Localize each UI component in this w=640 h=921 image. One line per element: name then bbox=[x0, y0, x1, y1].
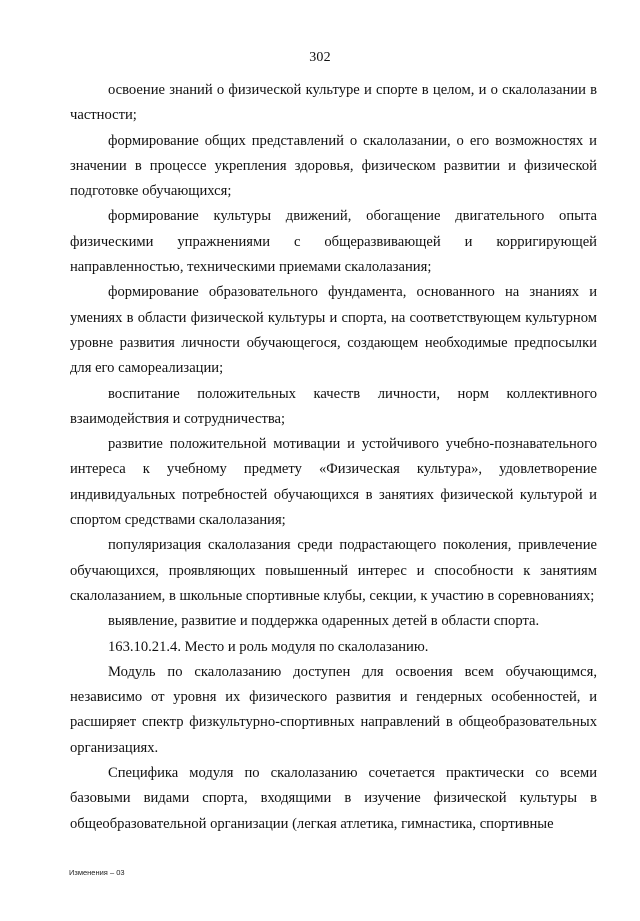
paragraph-goal-upbringing: воспитание положительных качеств личности, норм коллективного взаимодействия и сотрудничества; bbox=[70, 385, 597, 427]
page-number: 302 bbox=[309, 50, 331, 65]
paragraph-goal-foundation: формирование образовательного фундамента, основанного на знаниях и умениях в области физической культуры и спорта, на соответствующем культурном уровне развития личности обучающегося, создающем необходимые предпосылки для его самореализации; bbox=[70, 284, 597, 377]
paragraph-goal-movement-culture: формирование культуры движений, обогащение двигательного опыта физическими упражнениями с общеразвивающей и корригирующей направленностью, техническими приемами скалолазания; bbox=[70, 208, 597, 276]
document-body bbox=[70, 78, 597, 837]
paragraph-module-availability: Модуль по скалолазанию доступен для освоения всем обучающимся, независимо от уровня их физического развития и гендерных особенностей, и расширяет спектр физкультурно-спортивных направлений в общеобразовательных организациях. bbox=[70, 663, 597, 756]
revision-footer: Изменения – 03 bbox=[69, 868, 125, 877]
section-heading: 163.10.21.4. Место и роль модуля по скалолазанию. bbox=[108, 638, 429, 655]
paragraph-goal-concepts: формирование общих представлений о скалолазании, о его возможностях и значении в процессе укрепления здоровья, физическом развитии и физической подготовке обучающихся; bbox=[70, 132, 597, 200]
paragraph-goal-popularization: популяризация скалолазания среди подрастающего поколения, привлечение обучающихся, проявляющих повышенный интерес и способности к занятиям скалолазанием, в школьные спортивные клубы, секции, к участию в соревнованиях; bbox=[70, 537, 597, 604]
paragraph-goal-gifted-children: выявление, развитие и поддержка одаренных детей в области спорта. bbox=[108, 613, 540, 630]
paragraph-goal-knowledge: освоение знаний о физической культуре и спорте в целом, и о скалолазании в частности; bbox=[70, 82, 597, 124]
paragraph-module-specifics: Специфика модуля по скалолазанию сочетается практически со всеми базовыми видами спорта, входящими в изучение физической культуры в общеобразовательной организации (легкая атлетика, гимнастика, спортивные bbox=[70, 765, 597, 832]
paragraph-goal-motivation: развитие положительной мотивации и устойчивого учебно-познавательного интереса к учебному предмету «Физическая культура», удовлетворение индивидуальных потребностей обучающихся в занятиях физической культурой и спортом средствами скалолазания; bbox=[70, 436, 597, 529]
